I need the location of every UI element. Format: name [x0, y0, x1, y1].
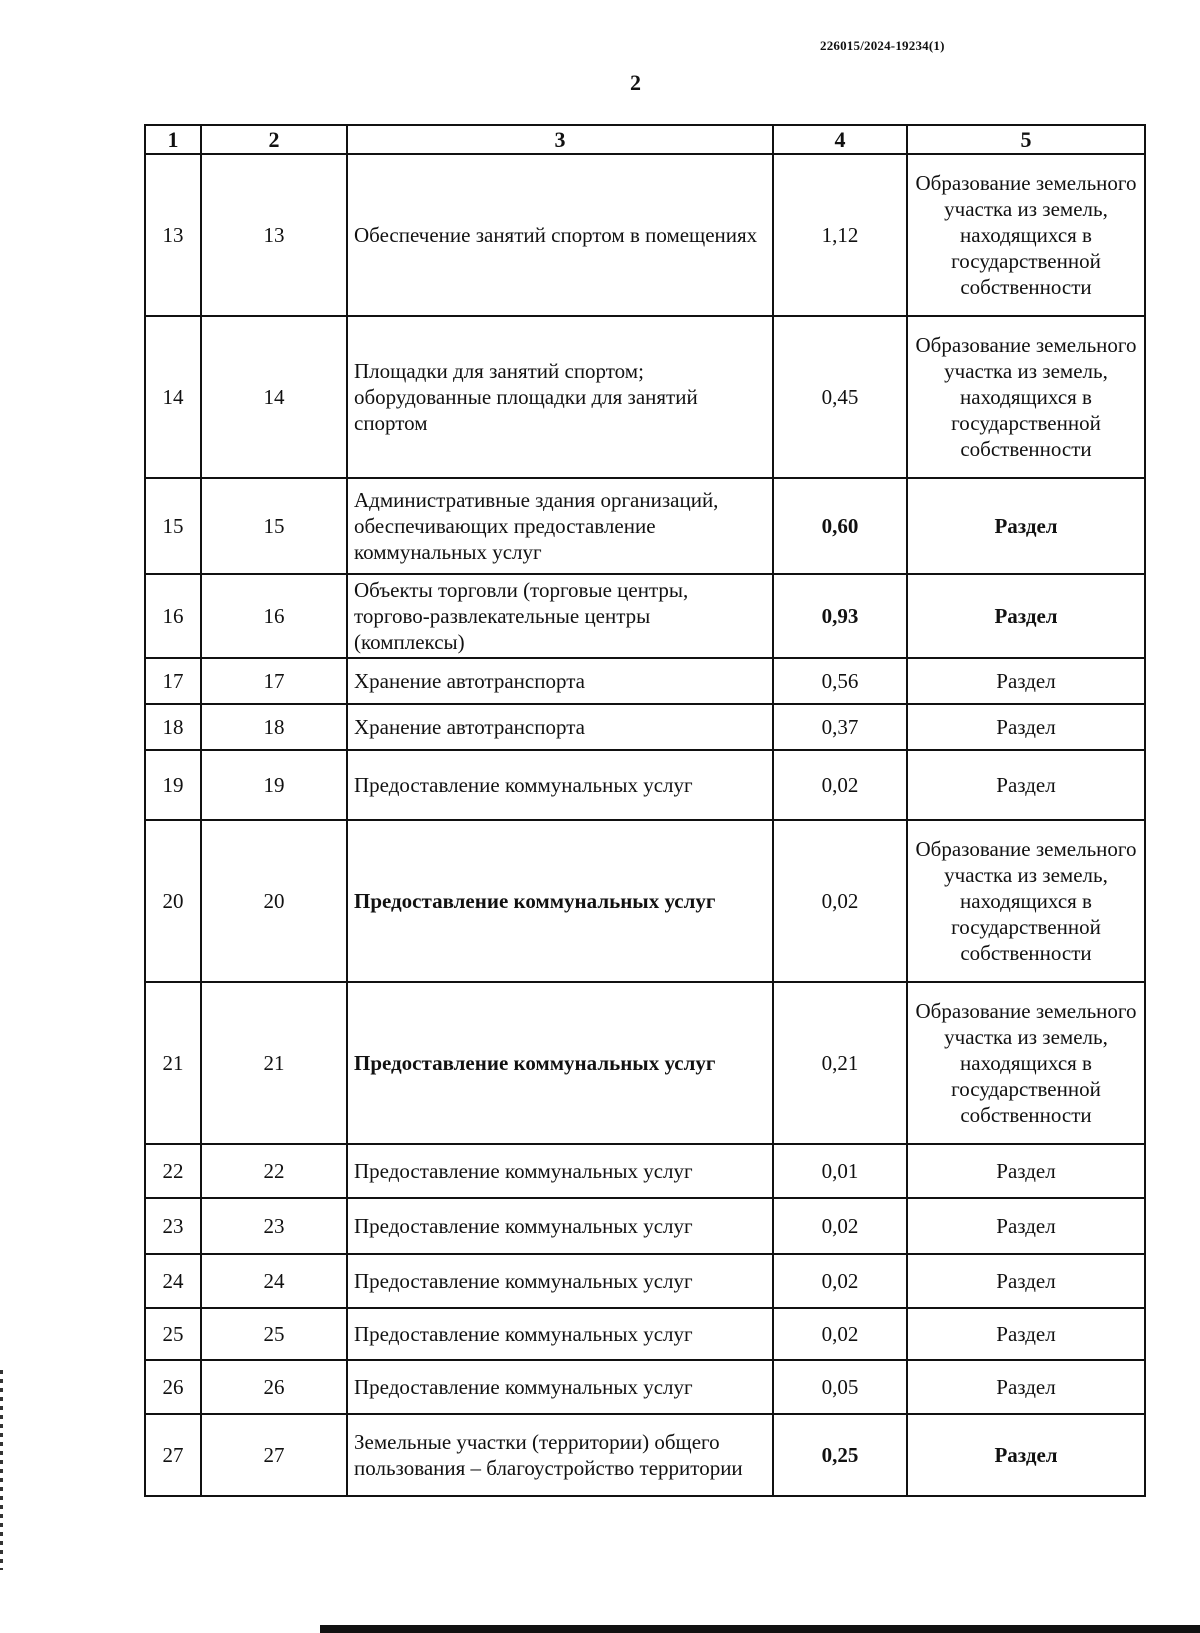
table-row: [145, 1198, 1145, 1254]
area-value: 0,45: [773, 316, 907, 478]
permitted-use: Предоставление коммунальных услуг: [347, 820, 773, 982]
formation-method: Раздел: [907, 658, 1145, 704]
plot-number: 24: [201, 1254, 347, 1308]
table-row: [145, 1144, 1145, 1198]
table-row: [145, 982, 1145, 1144]
formation-method: Раздел: [907, 704, 1145, 750]
plot-number: 27: [201, 1414, 347, 1496]
table-row: [145, 478, 1145, 574]
area-value: 0,25: [773, 1414, 907, 1496]
row-number: 14: [145, 316, 201, 478]
plot-number: 26: [201, 1360, 347, 1414]
plot-number: 14: [201, 316, 347, 478]
table-row: [145, 750, 1145, 820]
row-number: 13: [145, 154, 201, 316]
table-row: [145, 1254, 1145, 1308]
permitted-use: Хранение автотранспорта: [347, 658, 773, 704]
permitted-use: Предоставление коммунальных услуг: [347, 1144, 773, 1198]
column-header: 4: [773, 125, 907, 154]
area-value: 0,01: [773, 1144, 907, 1198]
formation-method: Раздел: [907, 1144, 1145, 1198]
area-value: 0,02: [773, 1254, 907, 1308]
area-value: 0,02: [773, 820, 907, 982]
table-row: [145, 316, 1145, 478]
formation-method: Образование земельного участка из земель, находящихся в государственной собственности: [907, 982, 1145, 1144]
column-header: 3: [347, 125, 773, 154]
row-number: 26: [145, 1360, 201, 1414]
area-value: 0,02: [773, 1308, 907, 1360]
row-number: 20: [145, 820, 201, 982]
plot-number: 15: [201, 478, 347, 574]
row-number: 17: [145, 658, 201, 704]
plot-number: 16: [201, 574, 347, 658]
formation-method: Образование земельного участка из земель, находящихся в государственной собственности: [907, 316, 1145, 478]
table-row: [145, 658, 1145, 704]
document-id: 226015/2024-19234(1): [820, 38, 945, 53]
plot-number: 23: [201, 1198, 347, 1254]
row-number: 22: [145, 1144, 201, 1198]
table-header-row: [145, 125, 1145, 154]
table-row: [145, 1360, 1145, 1414]
area-value: 0,02: [773, 1198, 907, 1254]
column-header: 5: [907, 125, 1145, 154]
area-value: 0,05: [773, 1360, 907, 1414]
land-plots-table: [144, 124, 1146, 1497]
permitted-use: Предоставление коммунальных услуг: [347, 982, 773, 1144]
page-number: 2: [630, 70, 641, 95]
table-row: [145, 1414, 1145, 1496]
plot-number: 19: [201, 750, 347, 820]
table-row: [145, 154, 1145, 316]
row-number: 15: [145, 478, 201, 574]
formation-method: Образование земельного участка из земель, находящихся в государственной собственности: [907, 820, 1145, 982]
area-value: 0,60: [773, 478, 907, 574]
area-value: 0,02: [773, 750, 907, 820]
permitted-use: Предоставление коммунальных услуг: [347, 1198, 773, 1254]
area-value: 0,21: [773, 982, 907, 1144]
row-number: 16: [145, 574, 201, 658]
table-row: [145, 1308, 1145, 1360]
row-number: 19: [145, 750, 201, 820]
permitted-use: Предоставление коммунальных услуг: [347, 750, 773, 820]
plot-number: 20: [201, 820, 347, 982]
row-number: 24: [145, 1254, 201, 1308]
row-number: 27: [145, 1414, 201, 1496]
permitted-use: Обеспечение занятий спортом в помещениях: [347, 154, 773, 316]
permitted-use: Предоставление коммунальных услуг: [347, 1254, 773, 1308]
plot-number: 17: [201, 658, 347, 704]
formation-method: Раздел: [907, 1414, 1145, 1496]
permitted-use: Площадки для занятий спортом; оборудованные площадки для занятий спортом: [347, 316, 773, 478]
formation-method: Образование земельного участка из земель, находящихся в государственной собственности: [907, 154, 1145, 316]
plot-number: 13: [201, 154, 347, 316]
permitted-use: Хранение автотранспорта: [347, 704, 773, 750]
formation-method: Раздел: [907, 574, 1145, 658]
table-row: [145, 704, 1145, 750]
formation-method: Раздел: [907, 1254, 1145, 1308]
plot-number: 18: [201, 704, 347, 750]
permitted-use: Предоставление коммунальных услуг: [347, 1360, 773, 1414]
formation-method: Раздел: [907, 1308, 1145, 1360]
permitted-use: Земельные участки (территории) общего пользования – благоустройство территории: [347, 1414, 773, 1496]
table-row: [145, 574, 1145, 658]
area-value: 0,93: [773, 574, 907, 658]
formation-method: Раздел: [907, 1360, 1145, 1414]
column-header: 1: [145, 125, 201, 154]
column-header: 2: [201, 125, 347, 154]
formation-method: Раздел: [907, 750, 1145, 820]
row-number: 21: [145, 982, 201, 1144]
scan-bottom-border: [320, 1625, 1200, 1633]
scan-edge-mark: [0, 1370, 3, 1570]
permitted-use: Объекты торговли (торговые центры, торгово-развлекательные центры (комплексы): [347, 574, 773, 658]
permitted-use: Предоставление коммунальных услуг: [347, 1308, 773, 1360]
permitted-use: Административные здания организаций, обеспечивающих предоставление коммунальных услуг: [347, 478, 773, 574]
plot-number: 25: [201, 1308, 347, 1360]
row-number: 25: [145, 1308, 201, 1360]
plot-number: 22: [201, 1144, 347, 1198]
plot-number: 21: [201, 982, 347, 1144]
formation-method: Раздел: [907, 478, 1145, 574]
formation-method: Раздел: [907, 1198, 1145, 1254]
area-value: 0,56: [773, 658, 907, 704]
row-number: 23: [145, 1198, 201, 1254]
table-row: [145, 820, 1145, 982]
row-number: 18: [145, 704, 201, 750]
area-value: 0,37: [773, 704, 907, 750]
area-value: 1,12: [773, 154, 907, 316]
